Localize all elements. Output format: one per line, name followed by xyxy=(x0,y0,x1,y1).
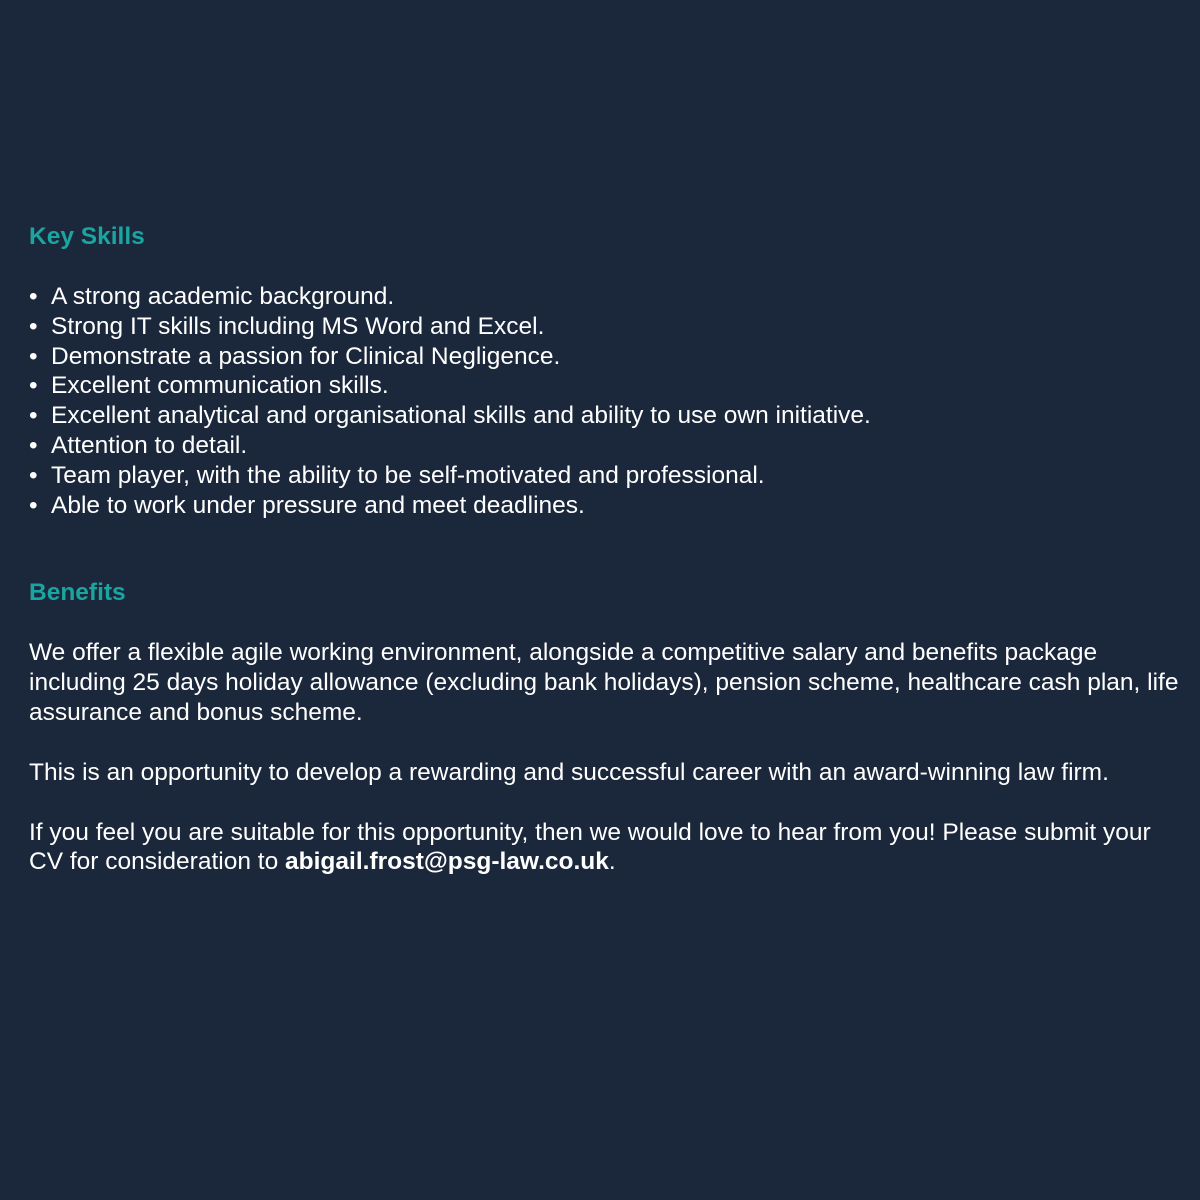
bullet-icon: • xyxy=(29,312,38,340)
skill-item xyxy=(29,371,1179,401)
skill-text: A strong academic background. xyxy=(51,283,395,310)
skill-item xyxy=(29,312,1179,342)
skill-text: Strong IT skills including MS Word and Excel. xyxy=(51,312,545,340)
apply-paragraph xyxy=(29,818,1179,878)
key-skills-heading: Key Skills xyxy=(29,223,145,250)
bullet-icon: • xyxy=(29,342,38,370)
skill-text: Able to work under pressure and meet deadlines. xyxy=(51,491,585,519)
bullet-icon: • xyxy=(29,402,38,430)
bullet-icon: • xyxy=(29,283,38,310)
opportunity-paragraph: This is an opportunity to develop a rewarding and successful career with an award-winning law firm. xyxy=(29,758,1109,786)
skill-text: Excellent communication skills. xyxy=(51,372,389,400)
skill-text: Demonstrate a passion for Clinical Negligence. xyxy=(51,342,561,370)
contact-email[interactable]: abigail.frost@psg-law.co.uk xyxy=(285,848,609,876)
skill-item xyxy=(29,282,1179,312)
job-ad-content xyxy=(29,222,1179,907)
skill-item xyxy=(29,342,1179,372)
benefits-paragraph: We offer a flexible agile working environment, alongside a competitive salary and benefits package including 25 days holiday allowance (excluding bank holidays), pension scheme, healthcare cash plan, life assurance and bonus scheme. xyxy=(29,639,1179,726)
bullet-icon: • xyxy=(29,461,38,489)
skill-text: Attention to detail. xyxy=(51,431,248,459)
skill-item xyxy=(29,431,1179,461)
benefits-heading: Benefits xyxy=(29,579,126,607)
bullet-icon: • xyxy=(29,431,38,459)
skill-text: Excellent analytical and organisational skills and ability to use own initiative. xyxy=(51,402,871,430)
bullet-icon: • xyxy=(29,372,38,400)
skill-item xyxy=(29,491,1179,521)
apply-text: If you feel you are suitable for this opportunity, then we would love to hear from you! Please submit your CV for consideration to xyxy=(29,818,1151,876)
skill-text: Team player, with the ability to be self-motivated and professional. xyxy=(51,461,765,489)
bullet-icon: • xyxy=(29,491,38,519)
key-skills-list xyxy=(29,282,1179,520)
skill-item xyxy=(29,461,1179,491)
skill-item xyxy=(29,401,1179,431)
apply-text-end: . xyxy=(608,848,616,876)
